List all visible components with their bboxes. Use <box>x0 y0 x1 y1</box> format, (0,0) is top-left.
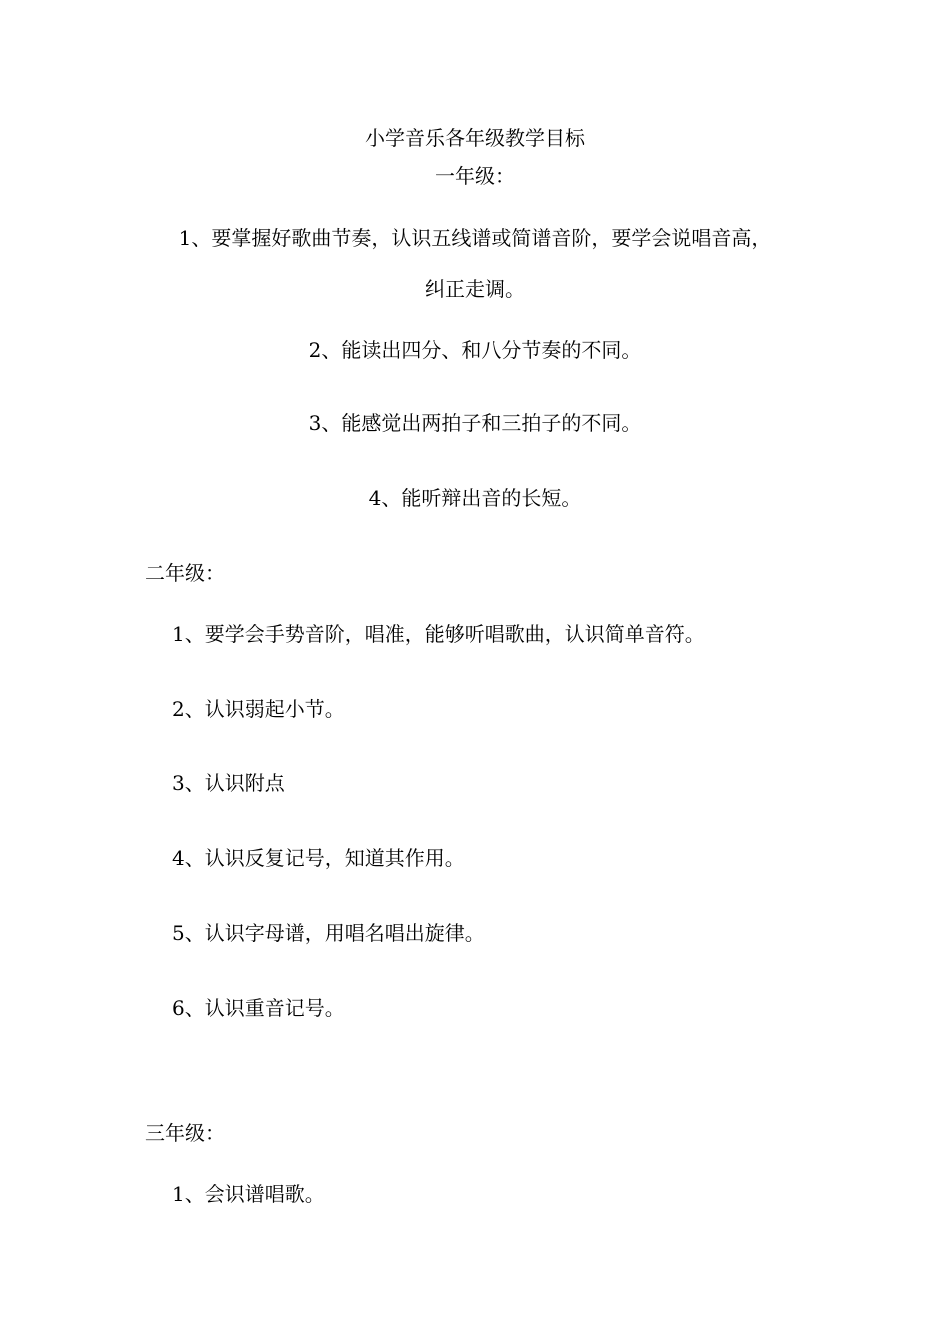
grade1-item-2: 2、能读出四分、和八分节奏的不同。 <box>308 338 642 362</box>
grade3-item-1: 1、会识谱唱歌。 <box>172 1182 325 1206</box>
grade1-item-1-continued: 纠正走调。 <box>425 277 525 301</box>
grade1-item-1: 1、要掌握好歌曲节奏，认识五线谱或简谱音阶，要学会说唱音高， <box>178 226 772 250</box>
grade2-item-5: 5、认识字母谱，用唱名唱出旋律。 <box>172 921 485 945</box>
grade1-item-4: 4、能听辩出音的长短。 <box>368 486 582 510</box>
grade1-item-3: 3、能感觉出两拍子和三拍子的不同。 <box>308 411 642 435</box>
grade2-item-6: 6、认识重音记号。 <box>172 996 345 1020</box>
grade2-item-2: 2、认识弱起小节。 <box>172 697 345 721</box>
grade2-item-3: 3、认识附点 <box>172 771 285 795</box>
grade2-item-4: 4、认识反复记号，知道其作用。 <box>172 846 465 870</box>
grade1-heading: 一年级： <box>435 164 515 188</box>
grade3-heading: 三年级： <box>145 1121 225 1145</box>
grade2-heading: 二年级： <box>145 561 225 585</box>
document-title: 小学音乐各年级教学目标 <box>365 126 585 150</box>
grade2-item-1: 1、要学会手势音阶，唱准，能够听唱歌曲，认识简单音符。 <box>172 622 705 646</box>
